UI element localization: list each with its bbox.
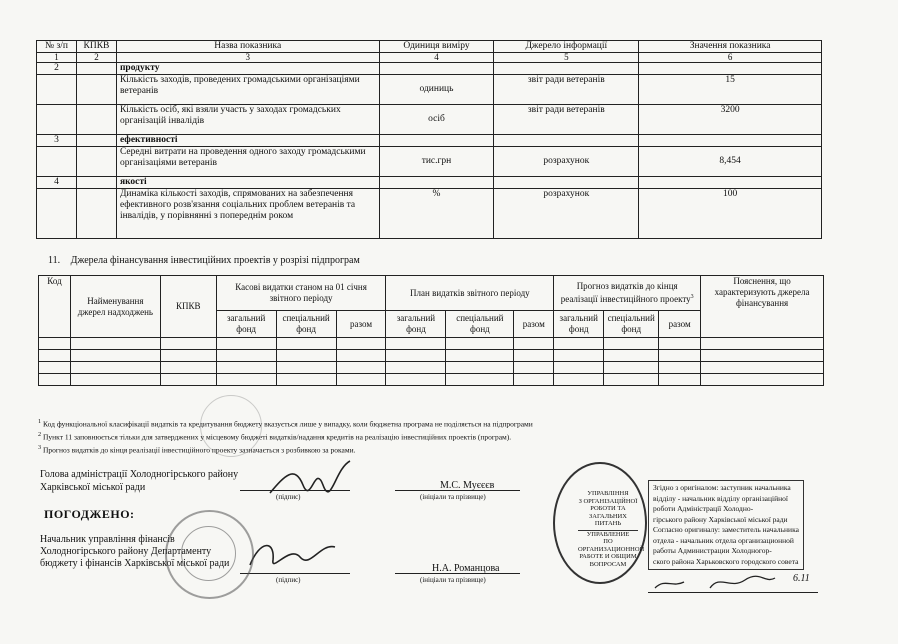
footnote-2 [38, 431, 511, 442]
subheader-special-fund: спеціальний фонд [276, 311, 336, 338]
footnote-ref: 3 [690, 294, 694, 300]
col-number: 4 [379, 53, 494, 63]
empty-cell [494, 177, 639, 189]
empty-cell [37, 189, 77, 239]
col-header-kpkv: КПКВ [76, 41, 116, 53]
fin-title-line2: Холодногірського району Департаменту [40, 546, 212, 557]
indicator-name: Кількість заходів, проведених громадськими організаціями ветеранів [116, 75, 379, 105]
cert-line: Згідно з оригіналом: заступник начальника [653, 483, 791, 492]
empty-cell [76, 177, 116, 189]
subheader-general-fund: загальний фонд [386, 311, 446, 338]
footnote-text: Код функціональної класифікації видатків та кредитування бюджету вказується лише у випадку, коли бюджетна програма не поділяється на підпрограми [43, 419, 533, 429]
empty-cell [379, 177, 494, 189]
indicator-value: 15 [639, 75, 822, 105]
seal-line: ВОПРОСАМ [589, 560, 627, 568]
head-name: М.С. Муєєєв [440, 480, 495, 491]
section-number: 4 [37, 177, 77, 189]
col-header-name: Назва показника [116, 41, 379, 53]
seal-line: УПРАВЛЕНИЕ [578, 530, 638, 539]
indicator-name: Динаміка кількості заходів, спрямованих на забезпечення ефективного розв'язання соціальних проблем ветеранів та інвалідів, у порівнянні з попереднім роком [116, 189, 379, 239]
empty-cell [379, 63, 494, 75]
indicators-table [36, 40, 822, 239]
section-11-title: Джерела фінансування інвестиційних проектів у розрізі підпрограм [70, 255, 360, 266]
cert-line: ского района Харьковского городского совета [653, 556, 799, 566]
col-number: 6 [639, 53, 822, 63]
cert-signature-scribble [650, 570, 800, 594]
col-header-num: № з/п [37, 41, 77, 53]
indicator-unit: тис.грн [379, 147, 494, 177]
col-header-source: Джерело інформації [494, 41, 639, 53]
empty-cell [639, 63, 822, 75]
footnote-sup: 3 [38, 444, 42, 451]
empty-cell [494, 63, 639, 75]
indicator-unit: осіб [379, 105, 494, 135]
header-code: Код [39, 276, 71, 338]
indicator-value: 3200 [639, 105, 822, 135]
subheader-total: разом [336, 311, 386, 338]
subheader-special-fund: спеціальний фонд [604, 311, 659, 338]
section-11-heading [48, 255, 360, 266]
faint-seal-mark [200, 395, 262, 457]
subheader-general-fund: загальний фонд [554, 311, 604, 338]
indicator-name: Кількість осіб, які взяли участь у заходах громадських організацій інвалідів [116, 105, 379, 135]
indicator-source: звіт ради ветеранів [494, 75, 639, 105]
cert-line: работы Администрации Холодногор- [653, 546, 772, 555]
empty-cell [76, 135, 116, 147]
footnote-text: Пункт 11 заповнюється тільки для затверджених у місцевому бюджеті видатків/надання кредитів на реалізацію інвестиційних проектів (програм). [43, 432, 512, 442]
empty-cell [494, 135, 639, 147]
fin-title-line3: бюджету і фінансів Харківської міської ради [40, 558, 230, 569]
seal-line: З ОРГАНІЗАЦІЙНОЇ [578, 497, 638, 505]
empty-cell [76, 63, 116, 75]
seal-box-text [578, 490, 645, 568]
seal-line: УПРАВЛІННЯ [587, 490, 629, 497]
official-seal-left [165, 510, 254, 599]
col-number: 5 [494, 53, 639, 63]
col-number: 2 [76, 53, 116, 63]
cert-line: відділу - начальник відділу організаційної [653, 493, 788, 503]
footnote-sup: 1 [38, 418, 42, 425]
empty-cell [76, 105, 116, 135]
indicator-value: 8,454 [639, 147, 822, 177]
certification-stamp [648, 480, 804, 570]
empty-cell [379, 135, 494, 147]
subheader-total: разом [659, 311, 701, 338]
header-plan-expenses: План видатків звітного періоду [386, 276, 554, 311]
header-forecast [554, 276, 701, 311]
indicator-value: 100 [639, 189, 822, 239]
section-number: 2 [37, 63, 77, 75]
indicator-source: розрахунок [494, 147, 639, 177]
seal-line: ЗАГАЛЬНИХ ПИТАНЬ [589, 512, 627, 527]
table-row [39, 362, 824, 374]
section-number: 3 [37, 135, 77, 147]
empty-cell [639, 177, 822, 189]
fin-name: Н.А. Романцова [432, 563, 500, 574]
cert-line: гірського району Харківської міської ради [653, 514, 788, 524]
section-title: якості [116, 177, 379, 189]
indicator-unit: % [379, 189, 494, 239]
header-kpkv: КПКВ [160, 276, 216, 338]
cert-line: роботи Адміністрації Холодно- [653, 504, 754, 513]
cert-line: отдела - начальник отдела организационной [653, 535, 794, 545]
fin-signature-caption: (підпис) [276, 576, 301, 584]
seal-line: РОБОТИ ТА [590, 505, 626, 512]
header-explanation: Пояснення, що характеризують джерела фінансування [701, 276, 824, 338]
empty-cell [76, 75, 116, 105]
subheader-general-fund: загальний фонд [216, 311, 276, 338]
empty-cell [37, 75, 77, 105]
empty-cell [76, 147, 116, 177]
subheader-total: разом [514, 311, 554, 338]
fin-title-line1: Начальник управління фінансів [40, 534, 175, 545]
head-signature-caption: (підпис) [276, 493, 301, 501]
col-header-value: Значення показника [639, 41, 822, 53]
table-row [39, 338, 824, 350]
footnote-3 [38, 444, 355, 455]
investment-sources-table [38, 275, 824, 386]
header-cash-expenses: Касові видатки станом на 01 січня звітного періоду [216, 276, 386, 311]
fin-signature-scribble [245, 535, 340, 575]
footnote-text: Прогноз видатків до кінця реалізації інвестиційного проекту зазначається з розбивкою за роками. [43, 445, 356, 455]
empty-cell [639, 135, 822, 147]
footnote-1 [38, 418, 533, 429]
head-title-line1: Голова адміністрації Холодногірського району [40, 469, 239, 480]
cert-date: 6.11 [793, 573, 810, 584]
col-number: 3 [116, 53, 379, 63]
indicator-name: Середні витрати на проведення одного заходу громадськими організаціями ветеранів [116, 147, 379, 177]
indicator-unit: одиниць [379, 75, 494, 105]
header-source-name: Найменування джерел надходжень [70, 276, 160, 338]
subheader-special-fund: спеціальний фонд [446, 311, 514, 338]
header-forecast-text: Прогноз видатків до кінця реалізації інвестиційного проекту [560, 281, 691, 304]
empty-cell [76, 189, 116, 239]
fin-name-caption: (ініціали та прізвище) [420, 576, 486, 584]
empty-cell [37, 147, 77, 177]
seal-line: РАБОТЕ И ОБЩИМ [579, 553, 637, 560]
seal-line: ПО ОРГАНИЗАЦИОННОЙ [578, 538, 645, 553]
table-row [39, 374, 824, 386]
indicator-source: звіт ради ветеранів [494, 105, 639, 135]
agreed-label: ПОГОДЖЕНО: [44, 507, 135, 521]
head-signature-scribble [265, 455, 355, 500]
section-11-number: 11. [48, 255, 61, 266]
section-title: ефективності [116, 135, 379, 147]
footnote-sup: 2 [38, 431, 42, 438]
head-name-caption: (ініціали та прізвище) [420, 493, 486, 501]
col-header-unit: Одиниця виміру [379, 41, 494, 53]
table-row [39, 350, 824, 362]
col-number: 1 [37, 53, 77, 63]
empty-cell [37, 105, 77, 135]
section-title: продукту [116, 63, 379, 75]
cert-line: Согласно оригиналу: заместитель начальника [653, 525, 799, 534]
head-title-line2: Харківської міської ради [40, 482, 146, 493]
indicator-source: розрахунок [494, 189, 639, 239]
